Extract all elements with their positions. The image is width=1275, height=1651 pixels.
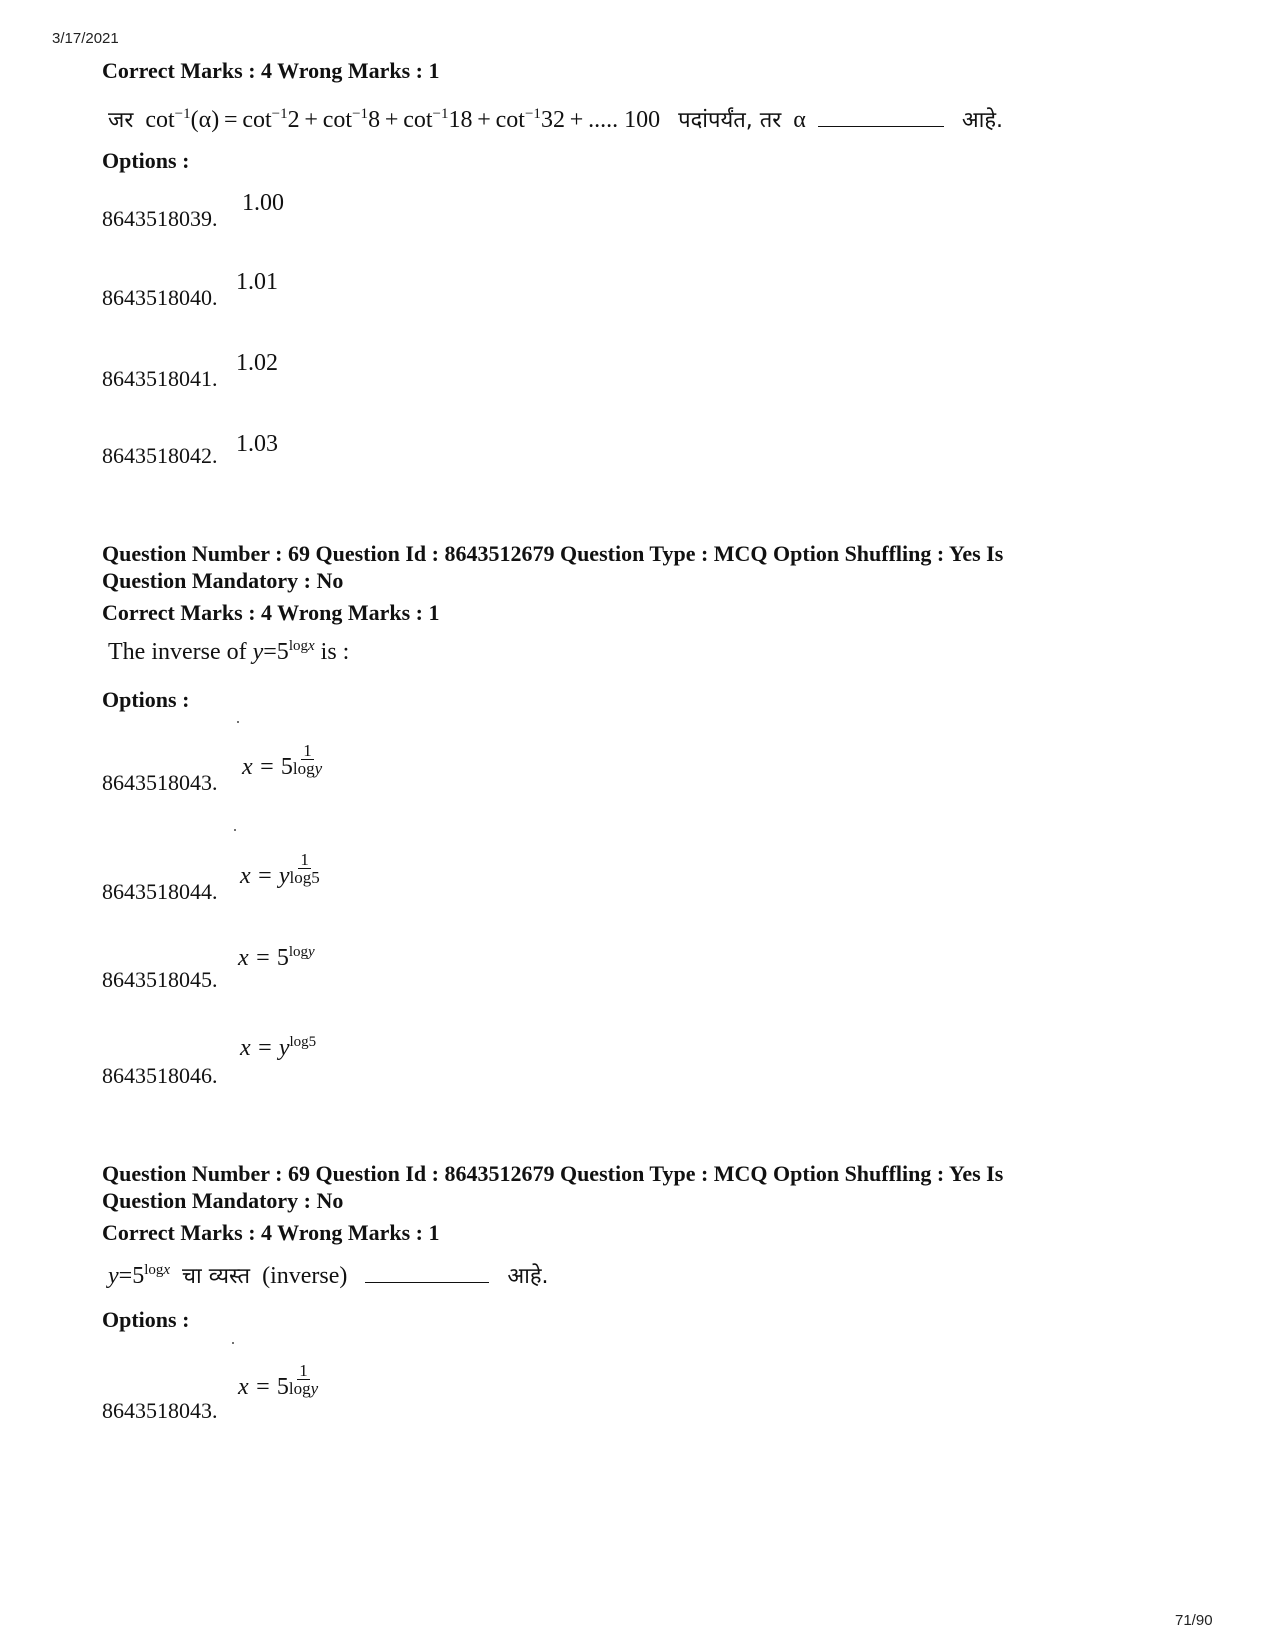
question-text: $y=5^{logx}$ चा व्यस्त (inverse) आहे. [108, 1262, 549, 1289]
option-value: $x = 5^{logy}$ [238, 944, 315, 971]
option-id: 8643518045. [102, 967, 218, 992]
option-id: 8643518044. [102, 879, 218, 904]
option-value: x = 5 $\frac{1}{\log y}$ [238, 1361, 319, 1400]
question-alpha: α [793, 107, 806, 133]
scan-dot [232, 1342, 234, 1344]
options-label: Options : [102, 1307, 190, 1332]
question-text: The inverse of $y=5^{logx}$ is : [108, 638, 350, 665]
options-label: Options : [102, 148, 190, 173]
answer-blank [818, 126, 944, 127]
option-value: 1.00 [242, 190, 284, 216]
question-paren: (inverse) [262, 1263, 348, 1289]
question-mid: पदांपर्यंत, तर [678, 108, 782, 133]
option-value: x = y $\frac{1}{\log 5}$ [240, 850, 320, 889]
page-number: 71/90 [1175, 1612, 1213, 1629]
option-id: 8643518042. [102, 443, 218, 468]
question-header-line2: Question Mandatory : No [102, 568, 344, 593]
question-formula: $\cot^{-1}(\alpha) = \cot^{-1}2 + \cot^{-1}8 + \cot^{-1}18 + \cot^{-1}32$ + ..... 100 [145, 106, 667, 133]
scan-dot [237, 721, 239, 723]
question-prefix: जर [108, 108, 134, 133]
option-value: x = 5 $\frac{1}{\log y}$ [242, 741, 323, 780]
option-id: 8643518041. [102, 366, 218, 391]
question-marathi: चा व्यस्त [182, 1264, 251, 1289]
option-id: 8643518046. [102, 1063, 218, 1088]
options-label: Options : [102, 687, 190, 712]
question-header-line1: Question Number : 69 Question Id : 8643512679 Question Type : MCQ Option Shuffling : Yes Is [102, 541, 1004, 566]
print-date: 3/17/2021 [52, 30, 119, 47]
marks-line: Correct Marks : 4 Wrong Marks : 1 [102, 58, 440, 83]
question-header-line1: Question Number : 69 Question Id : 8643512679 Question Type : MCQ Option Shuffling : Yes Is [102, 1161, 1004, 1186]
option-id: 8643518043. [102, 1398, 218, 1423]
marks-line: Correct Marks : 4 Wrong Marks : 1 [102, 600, 440, 625]
marks-line: Correct Marks : 4 Wrong Marks : 1 [102, 1220, 440, 1245]
option-value: $x = y^{log5}$ [240, 1034, 317, 1061]
option-id: 8643518043. [102, 770, 218, 795]
question-text [108, 104, 1003, 134]
option-value: 1.03 [236, 431, 278, 457]
question-end: आहे. [507, 1264, 549, 1289]
option-value: 1.02 [236, 350, 278, 376]
option-value: 1.01 [236, 269, 278, 295]
answer-blank [365, 1282, 489, 1283]
option-id: 8643518040. [102, 285, 218, 310]
question-end: आहे. [961, 108, 1004, 133]
scan-dot [234, 829, 236, 831]
question-header-line2: Question Mandatory : No [102, 1188, 344, 1213]
option-id: 8643518039. [102, 206, 218, 231]
